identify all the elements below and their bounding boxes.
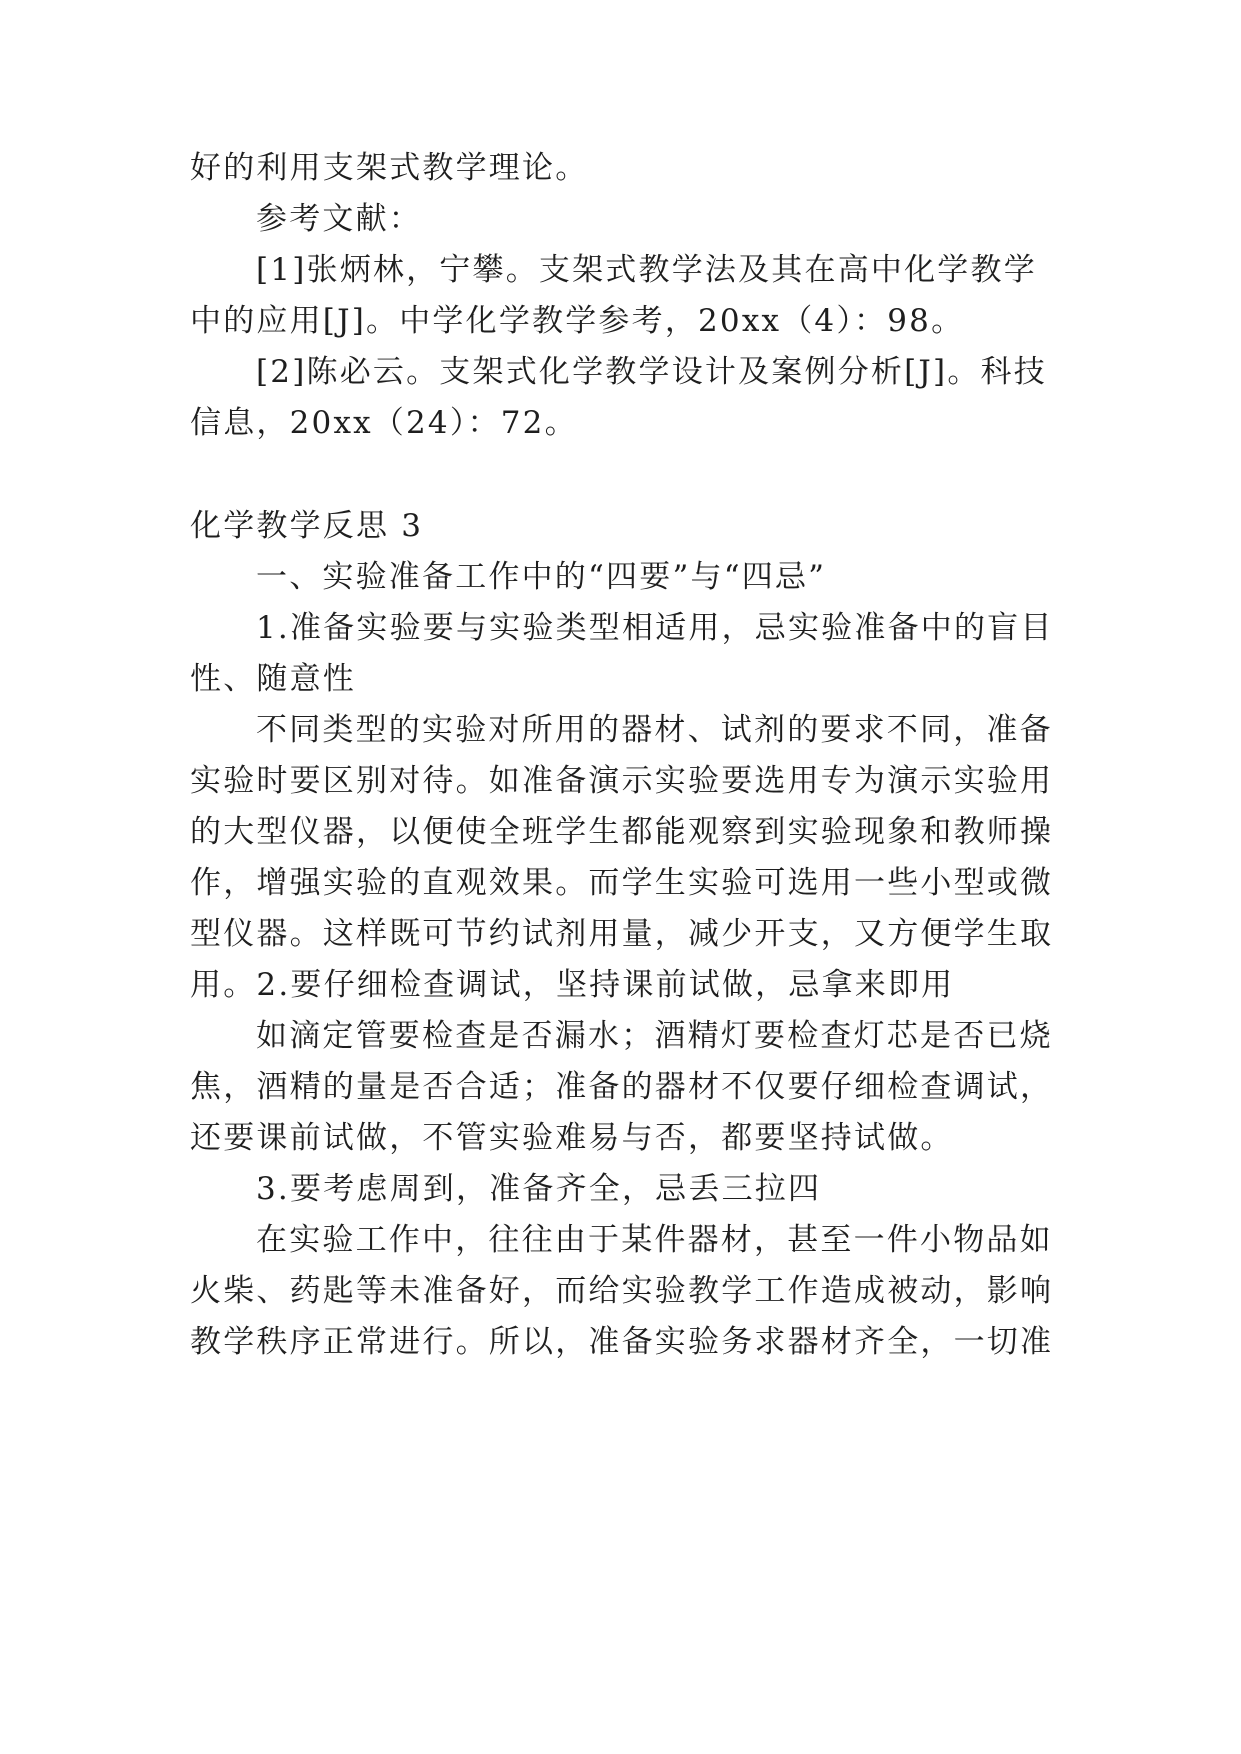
paragraph-line: 实验时要区别对待。如准备演示实验要选用专为演示实验用: [190, 763, 1054, 799]
paragraph-line: 教学秩序正常进行。所以，准备实验务求器材齐全，一切准: [190, 1324, 1054, 1360]
subsection-heading: 一、实验准备工作中的“四要”与“四忌”: [256, 559, 827, 595]
paragraph-line: 型仪器。这样既可节约试剂用量，减少开支，又方便学生取: [190, 916, 1054, 952]
paragraph-line: 不同类型的实验对所用的器材、试剂的要求不同，准备: [256, 712, 1053, 748]
paragraph-line: 还要课前试做，不管实验难易与否，都要坚持试做。: [190, 1120, 954, 1156]
paragraph-line: 焦，酒精的量是否合适；准备的器材不仅要仔细检查调试，: [190, 1069, 1054, 1105]
section-title: 化学教学反思 3: [190, 508, 424, 544]
paragraph-line: 如滴定管要检查是否漏水；酒精灯要检查灯芯是否已烧: [256, 1018, 1053, 1054]
item-1-heading-line-2: 性、随意性: [190, 661, 356, 697]
item-3-heading: 3.要考虑周到，准备齐全，忌丢三拉四: [256, 1171, 822, 1207]
item-1-heading-line-1: 1.准备实验要与实验类型相适用，忌实验准备中的盲目: [256, 610, 1054, 646]
reference-1-line-2: 中的应用[J]。中学化学教学参考，20xx（4）：98。: [190, 303, 965, 339]
paragraph-line: 火柴、药匙等未准备好，而给实验教学工作造成被动，影响: [190, 1273, 1054, 1309]
paragraph-line: 用。2.要仔细检查调试，坚持课前试做，忌拿来即用: [190, 967, 955, 1003]
references-heading: 参考文献：: [256, 201, 422, 237]
paragraph-line: 在实验工作中，往往由于某件器材，甚至一件小物品如: [256, 1222, 1053, 1258]
reference-1-line-1: [1]张炳林，宁攀。支架式教学法及其在高中化学教学: [256, 252, 1037, 288]
paragraph-line: 的大型仪器，以便使全班学生都能观察到实验现象和教师操: [190, 814, 1054, 850]
text-line: 好的利用支架式教学理论。: [190, 150, 589, 186]
paragraph-line: 作，增强实验的直观效果。而学生实验可选用一些小型或微: [190, 865, 1054, 901]
reference-2-line-1: [2]陈必云。支架式化学教学设计及案例分析[J]。科技: [256, 354, 1047, 390]
reference-2-line-2: 信息，20xx（24）：72。: [190, 405, 578, 441]
